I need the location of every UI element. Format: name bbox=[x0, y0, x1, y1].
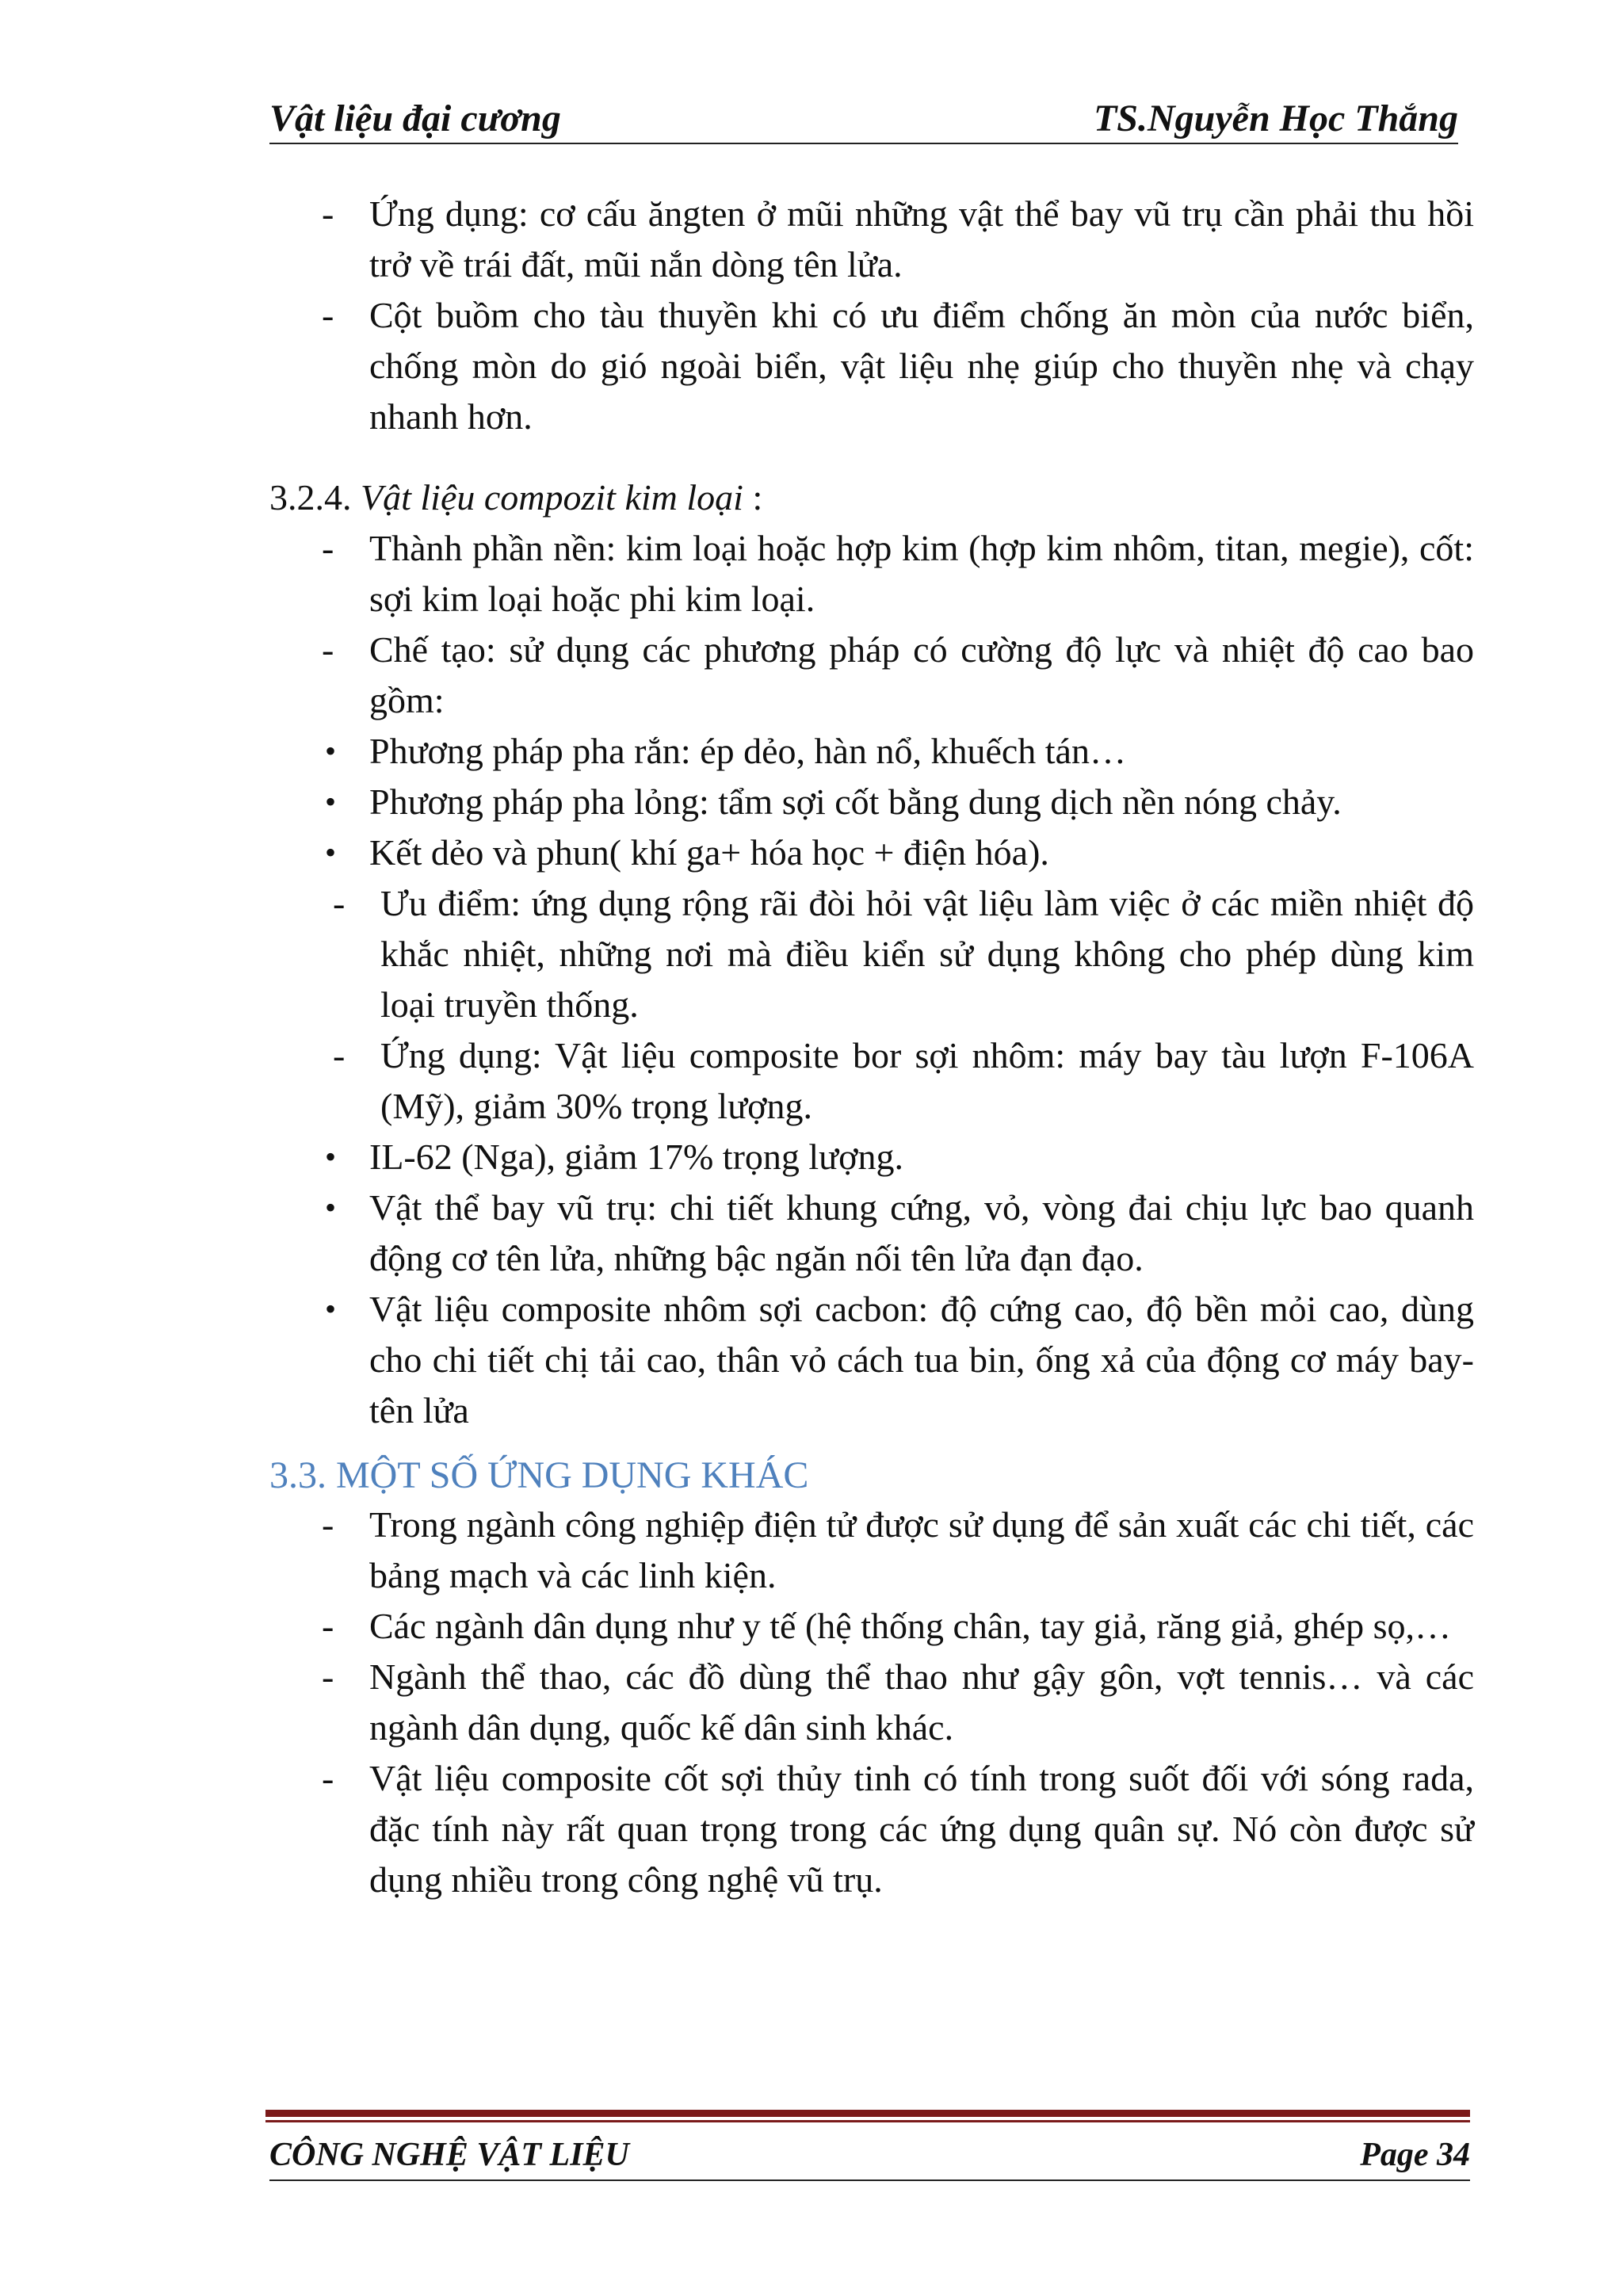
list-item-text: Vật thể bay vũ trụ: chi tiết khung cứng, vỏ, vòng đai chịu lực bao quanh động cơ tên lửa, những bậc ngăn nối tên lửa đạn đạo. bbox=[369, 1187, 1474, 1278]
dash-marker: - bbox=[322, 295, 334, 335]
dash-marker: - bbox=[322, 629, 334, 670]
list-item-text: Vật liệu composite cốt sợi thủy tinh có tính trong suốt đối với sóng rada, đặc tính này rất quan trọng trong các ứng dụng quân sự. Nó còn được sử dụng nhiều trong công nghệ vũ trụ. bbox=[369, 1758, 1474, 1900]
dash-marker: - bbox=[333, 1035, 346, 1075]
list-item bbox=[269, 827, 1474, 878]
list-item-text: Cột buồm cho tàu thuyền khi có ưu điểm chống ăn mòn của nước biển, chống mòn do gió ngoài biển, vật liệu nhẹ giúp cho thuyền nhẹ và chạy nhanh hơn. bbox=[369, 295, 1474, 437]
list-item-text: Ưu điểm: ứng dụng rộng rãi đòi hỏi vật liệu làm việc ở các miền nhiệt độ khắc nhiệt, những nơi mà điều kiển sử dụng không cho phép dùng kim loại truyền thống. bbox=[380, 883, 1474, 1025]
bullet-marker: • bbox=[325, 835, 337, 870]
dash-marker: - bbox=[322, 1758, 334, 1798]
section-heading: 3.3. MỘT SỐ ỨNG DỤNG KHÁC bbox=[269, 1454, 809, 1496]
list-item bbox=[269, 625, 1474, 726]
page-footer bbox=[269, 2132, 1470, 2181]
list-item-text: Ngành thể thao, các đồ dùng thể thao như gậy gôn, vợt tennis… và các ngành dân dụng, quốc kế dân sinh khác. bbox=[369, 1656, 1474, 1748]
page-header bbox=[269, 94, 1458, 149]
list-item bbox=[269, 1030, 1474, 1132]
list-item bbox=[269, 1182, 1474, 1284]
dash-marker: - bbox=[333, 883, 346, 923]
bullet-marker: • bbox=[325, 784, 337, 819]
dash-marker: - bbox=[322, 1656, 334, 1697]
header-divider bbox=[269, 143, 1458, 144]
list-item bbox=[269, 1132, 1474, 1182]
list-item bbox=[269, 777, 1474, 827]
list-item-text: Vật liệu composite nhôm sợi cacbon: độ cứng cao, độ bền mỏi cao, dùng cho chi tiết chị tải cao, thân vỏ cách tua bin, ống xả của động cơ máy bay-tên lửa bbox=[369, 1289, 1474, 1431]
list-item bbox=[269, 726, 1474, 777]
list-item bbox=[269, 290, 1474, 442]
list-item-text: Phương pháp pha rắn: ép dẻo, hàn nổ, khuếch tán… bbox=[369, 731, 1126, 771]
subsection-suffix: : bbox=[743, 477, 763, 518]
header-author: TS.Nguyễn Học Thắng bbox=[1093, 97, 1458, 139]
list-item-text: Ứng dụng: Vật liệu composite bor sợi nhôm: máy bay tàu lượn F-106A (Mỹ), giảm 30% trọng lượng. bbox=[380, 1035, 1474, 1126]
list-item bbox=[269, 1753, 1474, 1905]
list-item-text: Phương pháp pha lỏng: tẩm sợi cốt bằng dung dịch nền nóng chảy. bbox=[369, 781, 1342, 822]
page-body bbox=[269, 189, 1474, 1905]
footer-course-title: CÔNG NGHỆ VẬT LIỆU bbox=[269, 2137, 629, 2173]
subsection-heading bbox=[269, 472, 1474, 523]
dash-marker: - bbox=[322, 193, 334, 234]
list-item bbox=[269, 1601, 1474, 1652]
list-item-text: Các ngành dân dụng như y tế (hệ thống chân, tay giả, răng giả, ghép sọ,… bbox=[369, 1606, 1451, 1646]
list-item-text: Trong ngành công nghiệp điện tử được sử dụng để sản xuất các chi tiết, các bảng mạch và các linh kiện. bbox=[369, 1504, 1474, 1595]
list-item-text: Chế tạo: sử dụng các phương pháp có cường độ lực và nhiệt độ cao bao gồm: bbox=[369, 629, 1474, 720]
bullet-marker: • bbox=[325, 1291, 337, 1327]
dash-marker: - bbox=[322, 1606, 334, 1646]
list-item-text: IL-62 (Nga), giảm 17% trọng lượng. bbox=[369, 1137, 903, 1177]
list-item bbox=[269, 189, 1474, 290]
footer-thick-rule bbox=[265, 2110, 1470, 2117]
list-item bbox=[269, 1652, 1474, 1753]
list-item bbox=[269, 1499, 1474, 1601]
list-item-text: Thành phần nền: kim loại hoặc hợp kim (hợp kim nhôm, titan, megie), cốt: sợi kim loại hoặc phi kim loại. bbox=[369, 528, 1474, 619]
list-item-text: Ứng dụng: cơ cấu ăngten ở mũi những vật thể bay vũ trụ cần phải thu hồi trở về trái đất, mũi nắn dòng tên lửa. bbox=[369, 193, 1474, 285]
subsection-title: Vật liệu compozit kim loại bbox=[361, 477, 743, 518]
dash-marker: - bbox=[322, 528, 334, 568]
bullet-marker: • bbox=[325, 1190, 337, 1225]
header-book-title: Vật liệu đại cương bbox=[269, 97, 561, 139]
bullet-marker: • bbox=[325, 1139, 337, 1175]
list-item bbox=[269, 523, 1474, 625]
page-number: Page 34 bbox=[1360, 2137, 1470, 2173]
bullet-marker: • bbox=[325, 733, 337, 769]
list-item bbox=[269, 1284, 1474, 1436]
footer-thin-rule bbox=[265, 2120, 1470, 2122]
subsection-number: 3.2.4. bbox=[269, 477, 352, 518]
list-item bbox=[269, 878, 1474, 1030]
dash-marker: - bbox=[322, 1504, 334, 1545]
list-item-text: Kết dẻo và phun( khí ga+ hóa học + điện hóa). bbox=[369, 832, 1049, 873]
